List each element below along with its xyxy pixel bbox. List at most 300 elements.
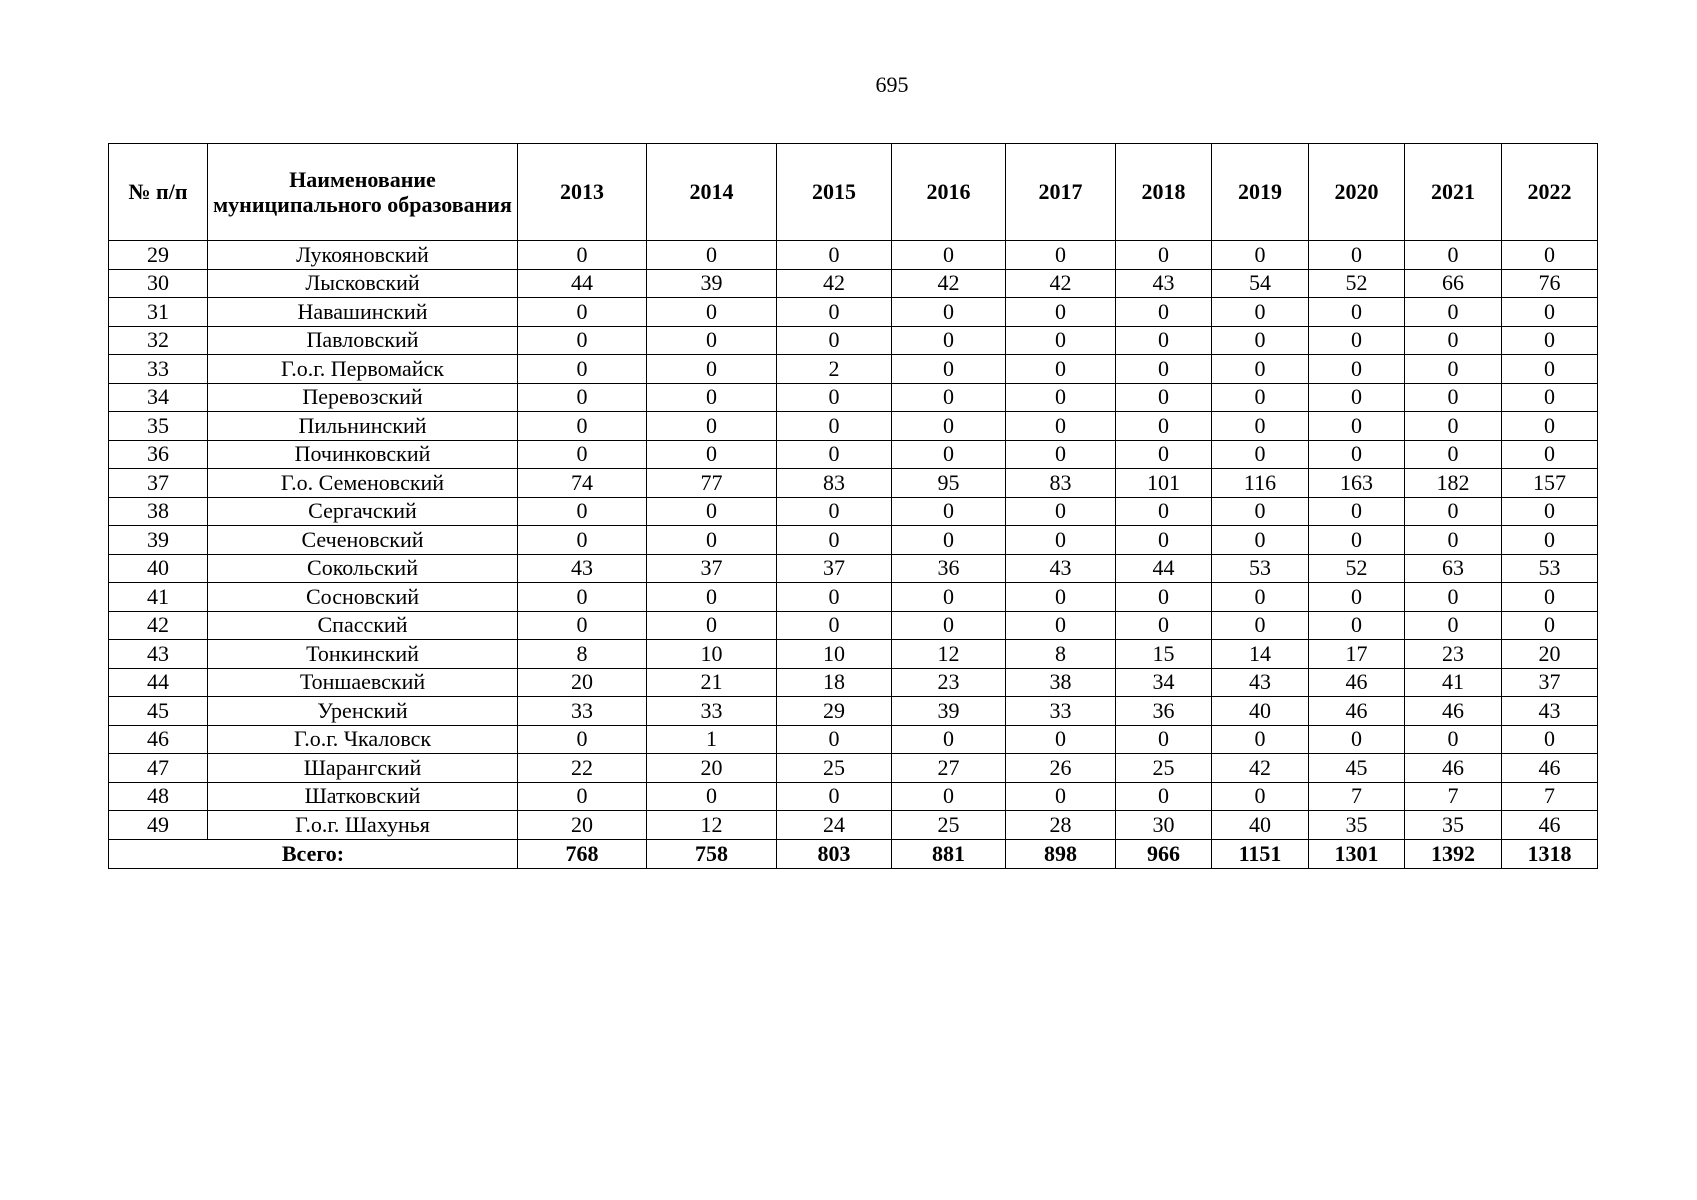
- value-cell: 25: [892, 811, 1006, 840]
- value-cell: 35: [1309, 811, 1405, 840]
- value-cell: 33: [1006, 697, 1116, 726]
- value-cell: 0: [647, 782, 777, 811]
- value-cell: 40: [1212, 697, 1309, 726]
- header-year: 2015: [777, 144, 892, 241]
- row-number: 34: [109, 383, 208, 412]
- value-cell: 0: [647, 355, 777, 384]
- header-year: 2020: [1309, 144, 1405, 241]
- total-value: 1151: [1212, 839, 1309, 868]
- value-cell: 83: [1006, 469, 1116, 498]
- row-number: 36: [109, 440, 208, 469]
- value-cell: 0: [1212, 298, 1309, 327]
- total-value: 881: [892, 839, 1006, 868]
- value-cell: 0: [1006, 326, 1116, 355]
- table-row: [109, 383, 1598, 412]
- value-cell: 182: [1405, 469, 1502, 498]
- table-row: [109, 554, 1598, 583]
- value-cell: 0: [1405, 526, 1502, 555]
- value-cell: 0: [1405, 383, 1502, 412]
- value-cell: 0: [777, 241, 892, 270]
- value-cell: 52: [1309, 554, 1405, 583]
- value-cell: 36: [892, 554, 1006, 583]
- value-cell: 0: [1212, 440, 1309, 469]
- row-number: 33: [109, 355, 208, 384]
- value-cell: 7: [1309, 782, 1405, 811]
- value-cell: 54: [1212, 269, 1309, 298]
- header-year: 2019: [1212, 144, 1309, 241]
- municipality-name: Шатковский: [208, 782, 518, 811]
- value-cell: 0: [777, 497, 892, 526]
- municipality-name: Сеченовский: [208, 526, 518, 555]
- value-cell: 7: [1405, 782, 1502, 811]
- municipality-name: Г.о.г. Чкаловск: [208, 725, 518, 754]
- value-cell: 0: [1212, 725, 1309, 754]
- value-cell: 0: [1006, 298, 1116, 327]
- value-cell: 0: [1006, 497, 1116, 526]
- municipality-name: Перевозский: [208, 383, 518, 412]
- value-cell: 0: [1212, 355, 1309, 384]
- value-cell: 0: [518, 497, 647, 526]
- value-cell: 37: [1502, 668, 1598, 697]
- value-cell: 18: [777, 668, 892, 697]
- value-cell: 43: [1006, 554, 1116, 583]
- value-cell: 74: [518, 469, 647, 498]
- value-cell: 0: [1502, 611, 1598, 640]
- value-cell: 0: [1502, 440, 1598, 469]
- value-cell: 29: [777, 697, 892, 726]
- value-cell: 44: [1116, 554, 1212, 583]
- value-cell: 0: [1006, 782, 1116, 811]
- row-number: 49: [109, 811, 208, 840]
- municipality-name: Починковский: [208, 440, 518, 469]
- value-cell: 22: [518, 754, 647, 783]
- value-cell: 20: [647, 754, 777, 783]
- value-cell: 0: [647, 241, 777, 270]
- total-value: 803: [777, 839, 892, 868]
- value-cell: 0: [1502, 497, 1598, 526]
- value-cell: 0: [1502, 241, 1598, 270]
- value-cell: 0: [777, 412, 892, 441]
- value-cell: 0: [1116, 326, 1212, 355]
- statistics-table: [108, 143, 1598, 869]
- municipality-name: Павловский: [208, 326, 518, 355]
- value-cell: 43: [1116, 269, 1212, 298]
- value-cell: 34: [1116, 668, 1212, 697]
- value-cell: 77: [647, 469, 777, 498]
- row-number: 30: [109, 269, 208, 298]
- total-value: 966: [1116, 839, 1212, 868]
- header-year: 2014: [647, 144, 777, 241]
- value-cell: 0: [647, 412, 777, 441]
- row-number: 47: [109, 754, 208, 783]
- municipality-name: Г.о. Семеновский: [208, 469, 518, 498]
- table-row: [109, 298, 1598, 327]
- table-row: [109, 269, 1598, 298]
- value-cell: 7: [1502, 782, 1598, 811]
- value-cell: 14: [1212, 640, 1309, 669]
- value-cell: 0: [518, 526, 647, 555]
- value-cell: 0: [1006, 355, 1116, 384]
- row-number: 41: [109, 583, 208, 612]
- header-year: 2016: [892, 144, 1006, 241]
- row-number: 39: [109, 526, 208, 555]
- value-cell: 0: [1309, 611, 1405, 640]
- municipality-name: Уренский: [208, 697, 518, 726]
- value-cell: 0: [1405, 583, 1502, 612]
- value-cell: 0: [1006, 611, 1116, 640]
- value-cell: 0: [1502, 526, 1598, 555]
- value-cell: 0: [1405, 412, 1502, 441]
- value-cell: 25: [777, 754, 892, 783]
- value-cell: 43: [1502, 697, 1598, 726]
- value-cell: 0: [1309, 526, 1405, 555]
- value-cell: 28: [1006, 811, 1116, 840]
- value-cell: 23: [1405, 640, 1502, 669]
- row-number: 44: [109, 668, 208, 697]
- value-cell: 0: [1116, 526, 1212, 555]
- value-cell: 0: [1116, 298, 1212, 327]
- value-cell: 0: [1116, 440, 1212, 469]
- header-year: 2021: [1405, 144, 1502, 241]
- value-cell: 46: [1405, 754, 1502, 783]
- value-cell: 157: [1502, 469, 1598, 498]
- value-cell: 95: [892, 469, 1006, 498]
- value-cell: 0: [1116, 725, 1212, 754]
- value-cell: 0: [647, 326, 777, 355]
- value-cell: 53: [1212, 554, 1309, 583]
- value-cell: 46: [1309, 668, 1405, 697]
- value-cell: 21: [647, 668, 777, 697]
- table-row: [109, 412, 1598, 441]
- value-cell: 15: [1116, 640, 1212, 669]
- value-cell: 0: [892, 326, 1006, 355]
- value-cell: 0: [1116, 383, 1212, 412]
- municipality-name: Г.о.г. Шахунья: [208, 811, 518, 840]
- value-cell: 20: [518, 811, 647, 840]
- value-cell: 0: [1405, 241, 1502, 270]
- table-row: [109, 811, 1598, 840]
- value-cell: 0: [892, 526, 1006, 555]
- value-cell: 0: [777, 611, 892, 640]
- value-cell: 23: [892, 668, 1006, 697]
- value-cell: 10: [777, 640, 892, 669]
- value-cell: 0: [892, 611, 1006, 640]
- value-cell: 0: [518, 241, 647, 270]
- row-number: 42: [109, 611, 208, 640]
- value-cell: 0: [1006, 412, 1116, 441]
- value-cell: 53: [1502, 554, 1598, 583]
- value-cell: 0: [1006, 526, 1116, 555]
- row-number: 40: [109, 554, 208, 583]
- value-cell: 0: [777, 440, 892, 469]
- value-cell: 0: [1405, 497, 1502, 526]
- value-cell: 0: [1309, 298, 1405, 327]
- value-cell: 0: [1212, 782, 1309, 811]
- value-cell: 83: [777, 469, 892, 498]
- municipality-name: Сосновский: [208, 583, 518, 612]
- value-cell: 0: [1309, 326, 1405, 355]
- value-cell: 0: [892, 241, 1006, 270]
- municipality-name: Спасский: [208, 611, 518, 640]
- value-cell: 0: [1116, 782, 1212, 811]
- table-row: [109, 697, 1598, 726]
- row-number: 29: [109, 241, 208, 270]
- value-cell: 0: [1212, 526, 1309, 555]
- value-cell: 0: [518, 298, 647, 327]
- value-cell: 0: [1309, 241, 1405, 270]
- value-cell: 0: [1212, 412, 1309, 441]
- value-cell: 42: [1212, 754, 1309, 783]
- value-cell: 30: [1116, 811, 1212, 840]
- value-cell: 66: [1405, 269, 1502, 298]
- value-cell: 0: [1116, 241, 1212, 270]
- table-row: [109, 497, 1598, 526]
- value-cell: 33: [518, 697, 647, 726]
- value-cell: 35: [1405, 811, 1502, 840]
- municipality-name: Тоншаевский: [208, 668, 518, 697]
- value-cell: 52: [1309, 269, 1405, 298]
- value-cell: 42: [777, 269, 892, 298]
- value-cell: 40: [1212, 811, 1309, 840]
- value-cell: 0: [1212, 583, 1309, 612]
- value-cell: 0: [518, 412, 647, 441]
- total-label: Всего:: [109, 839, 518, 868]
- value-cell: 1: [647, 725, 777, 754]
- municipality-name: Сокольский: [208, 554, 518, 583]
- table-row: [109, 326, 1598, 355]
- header-num: № п/п: [109, 144, 208, 241]
- total-value: 1318: [1502, 839, 1598, 868]
- value-cell: 0: [892, 583, 1006, 612]
- value-cell: 0: [1116, 611, 1212, 640]
- table-row: [109, 355, 1598, 384]
- header-name: Наименование муниципального образования: [208, 144, 518, 241]
- value-cell: 0: [1006, 383, 1116, 412]
- value-cell: 12: [647, 811, 777, 840]
- value-cell: 17: [1309, 640, 1405, 669]
- table-row: [109, 469, 1598, 498]
- value-cell: 0: [1116, 355, 1212, 384]
- value-cell: 0: [777, 383, 892, 412]
- table-row: [109, 668, 1598, 697]
- value-cell: 0: [1006, 725, 1116, 754]
- value-cell: 0: [1309, 440, 1405, 469]
- value-cell: 20: [1502, 640, 1598, 669]
- value-cell: 0: [777, 526, 892, 555]
- value-cell: 0: [1116, 412, 1212, 441]
- value-cell: 10: [647, 640, 777, 669]
- value-cell: 46: [1502, 754, 1598, 783]
- total-value: 1301: [1309, 839, 1405, 868]
- row-number: 38: [109, 497, 208, 526]
- municipality-name: Лысковский: [208, 269, 518, 298]
- header-year: 2018: [1116, 144, 1212, 241]
- value-cell: 37: [777, 554, 892, 583]
- value-cell: 24: [777, 811, 892, 840]
- value-cell: 0: [1405, 326, 1502, 355]
- value-cell: 0: [777, 326, 892, 355]
- value-cell: 33: [647, 697, 777, 726]
- value-cell: 42: [1006, 269, 1116, 298]
- value-cell: 0: [1502, 298, 1598, 327]
- value-cell: 0: [892, 355, 1006, 384]
- municipality-name: Навашинский: [208, 298, 518, 327]
- value-cell: 39: [647, 269, 777, 298]
- value-cell: 39: [892, 697, 1006, 726]
- value-cell: 0: [1116, 497, 1212, 526]
- value-cell: 0: [1502, 412, 1598, 441]
- value-cell: 0: [647, 298, 777, 327]
- value-cell: 0: [1405, 611, 1502, 640]
- value-cell: 0: [518, 355, 647, 384]
- value-cell: 0: [1309, 725, 1405, 754]
- value-cell: 42: [892, 269, 1006, 298]
- value-cell: 0: [777, 782, 892, 811]
- value-cell: 0: [518, 326, 647, 355]
- value-cell: 0: [1212, 611, 1309, 640]
- header-year: 2022: [1502, 144, 1598, 241]
- value-cell: 101: [1116, 469, 1212, 498]
- value-cell: 45: [1309, 754, 1405, 783]
- value-cell: 0: [1212, 326, 1309, 355]
- value-cell: 46: [1309, 697, 1405, 726]
- value-cell: 36: [1116, 697, 1212, 726]
- table-row: [109, 611, 1598, 640]
- value-cell: 0: [1212, 497, 1309, 526]
- value-cell: 0: [1405, 355, 1502, 384]
- value-cell: 0: [1502, 583, 1598, 612]
- value-cell: 116: [1212, 469, 1309, 498]
- value-cell: 0: [1309, 583, 1405, 612]
- value-cell: 0: [1309, 383, 1405, 412]
- table-row: [109, 725, 1598, 754]
- value-cell: 0: [1405, 298, 1502, 327]
- value-cell: 0: [892, 383, 1006, 412]
- value-cell: 0: [777, 725, 892, 754]
- table-row: [109, 440, 1598, 469]
- value-cell: 0: [647, 526, 777, 555]
- table-body: [109, 241, 1598, 840]
- row-number: 37: [109, 469, 208, 498]
- value-cell: 44: [518, 269, 647, 298]
- value-cell: 46: [1405, 697, 1502, 726]
- value-cell: 76: [1502, 269, 1598, 298]
- value-cell: 0: [647, 440, 777, 469]
- value-cell: 0: [647, 583, 777, 612]
- value-cell: 0: [1502, 383, 1598, 412]
- row-number: 46: [109, 725, 208, 754]
- value-cell: 0: [892, 298, 1006, 327]
- value-cell: 2: [777, 355, 892, 384]
- value-cell: 0: [892, 412, 1006, 441]
- value-cell: 46: [1502, 811, 1598, 840]
- total-row: [109, 839, 1598, 868]
- value-cell: 0: [777, 583, 892, 612]
- row-number: 32: [109, 326, 208, 355]
- value-cell: 0: [1006, 241, 1116, 270]
- value-cell: 0: [1502, 725, 1598, 754]
- municipality-name: Шарангский: [208, 754, 518, 783]
- value-cell: 38: [1006, 668, 1116, 697]
- value-cell: 0: [892, 440, 1006, 469]
- total-value: 1392: [1405, 839, 1502, 868]
- value-cell: 0: [1006, 440, 1116, 469]
- value-cell: 0: [892, 497, 1006, 526]
- table-row: [109, 241, 1598, 270]
- value-cell: 0: [518, 583, 647, 612]
- value-cell: 0: [647, 611, 777, 640]
- page-number: 695: [875, 72, 909, 97]
- row-number: 35: [109, 412, 208, 441]
- municipality-name: Г.о.г. Первомайск: [208, 355, 518, 384]
- row-number: 43: [109, 640, 208, 669]
- value-cell: 0: [518, 611, 647, 640]
- table-row: [109, 782, 1598, 811]
- row-number: 48: [109, 782, 208, 811]
- value-cell: 0: [777, 298, 892, 327]
- value-cell: 0: [647, 383, 777, 412]
- value-cell: 0: [1309, 412, 1405, 441]
- value-cell: 37: [647, 554, 777, 583]
- value-cell: 163: [1309, 469, 1405, 498]
- value-cell: 0: [1502, 355, 1598, 384]
- value-cell: 25: [1116, 754, 1212, 783]
- table-row: [109, 583, 1598, 612]
- municipality-name: Лукояновский: [208, 241, 518, 270]
- value-cell: 0: [1309, 355, 1405, 384]
- value-cell: 0: [647, 497, 777, 526]
- value-cell: 0: [892, 725, 1006, 754]
- value-cell: 26: [1006, 754, 1116, 783]
- value-cell: 41: [1405, 668, 1502, 697]
- value-cell: 0: [518, 782, 647, 811]
- municipality-name: Тонкинский: [208, 640, 518, 669]
- value-cell: 63: [1405, 554, 1502, 583]
- value-cell: 8: [518, 640, 647, 669]
- value-cell: 12: [892, 640, 1006, 669]
- value-cell: 20: [518, 668, 647, 697]
- value-cell: 43: [518, 554, 647, 583]
- value-cell: 0: [1405, 440, 1502, 469]
- value-cell: 0: [518, 725, 647, 754]
- header-year: 2013: [518, 144, 647, 241]
- value-cell: 43: [1212, 668, 1309, 697]
- value-cell: 0: [1405, 725, 1502, 754]
- total-value: 898: [1006, 839, 1116, 868]
- value-cell: 0: [518, 383, 647, 412]
- value-cell: 0: [1502, 326, 1598, 355]
- value-cell: 0: [518, 440, 647, 469]
- total-value: 768: [518, 839, 647, 868]
- value-cell: 8: [1006, 640, 1116, 669]
- municipality-name: Пильнинский: [208, 412, 518, 441]
- municipality-name: Сергачский: [208, 497, 518, 526]
- row-number: 45: [109, 697, 208, 726]
- value-cell: 0: [1116, 583, 1212, 612]
- value-cell: 0: [892, 782, 1006, 811]
- table-row: [109, 640, 1598, 669]
- table-row: [109, 526, 1598, 555]
- value-cell: 0: [1212, 241, 1309, 270]
- table-row: [109, 754, 1598, 783]
- total-value: 758: [647, 839, 777, 868]
- value-cell: 0: [1309, 497, 1405, 526]
- row-number: 31: [109, 298, 208, 327]
- value-cell: 0: [1006, 583, 1116, 612]
- header-row: [109, 144, 1598, 241]
- value-cell: 27: [892, 754, 1006, 783]
- header-year: 2017: [1006, 144, 1116, 241]
